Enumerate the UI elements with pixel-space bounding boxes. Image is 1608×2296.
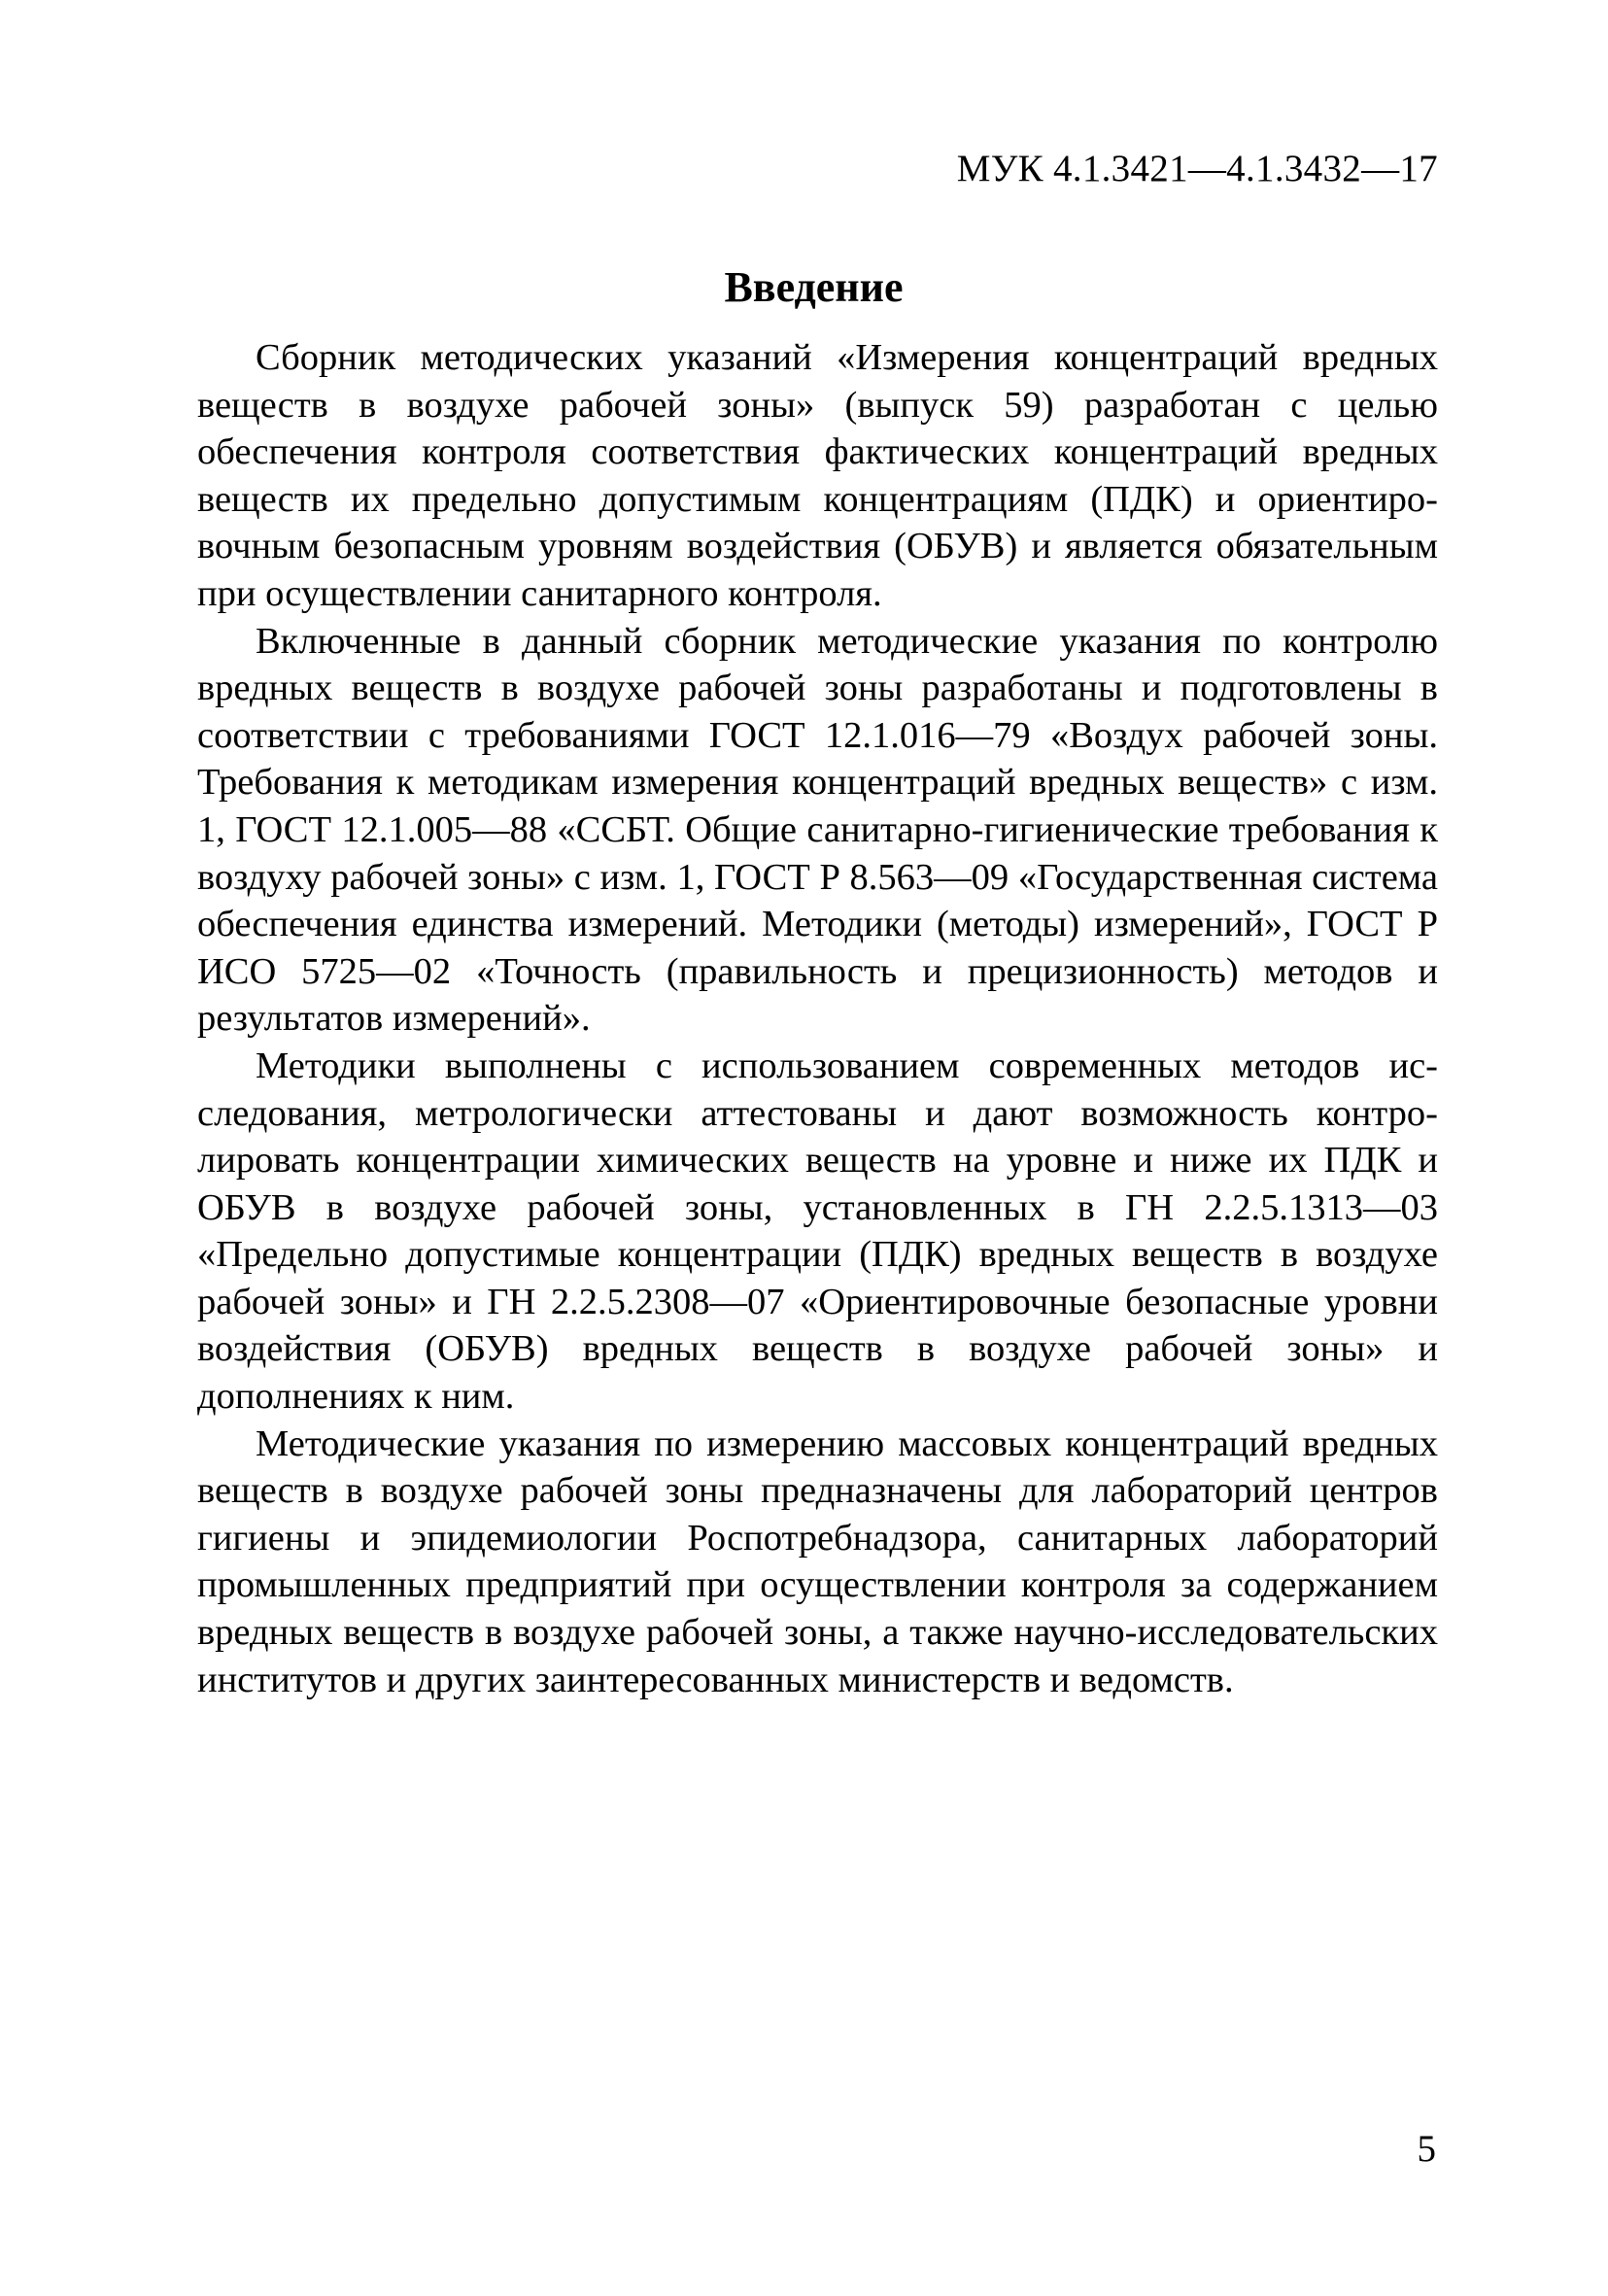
paragraph-methods: Методики выполнены с использованием современных методов исследования, метрологически аттестованы и дают возможность контролировать концентрации химических веществ на уровне и ниже их ПДК и ОБУВ в воздухе рабочей зоны, установленных в ГН 2.2.5.1313—03 «Предельно допустимые концентрации (ПДК) вредных веществ в воздухе рабочей зоны» и ГН 2.2.5.2308—07 «Ориентировочные безопасные уровни воздействия (ОБУВ) вредных веществ в воздухе рабочей зоны» и дополнениях к ним. — [197, 1045, 1438, 1418]
body-text — [197, 334, 1438, 1703]
paragraph-standards: Включенные в данный сборник методические указания по контролю вредных веществ в воздухе рабочей зоны разработаны и подготовлены в соответствии с требованиями ГОСТ 12.1.016—79 «Воздух рабочей зоны. Требования к методикам измерения концентраций вредных веществ» с изм. 1, ГОСТ 12.1.005—88 «ССБТ. Общие санитарно-гигиенические требования к воздуху рабочей зоны» с изм. 1, ГОСТ Р 8.563—09 «Государственная система обеспечения единства измерений. Методики (методы) измерений», ГОСТ Р ИСО 5725—02 «Точность (правильность и прецизионность) методов и результатов измерений». — [197, 620, 1438, 1040]
paragraph-audience: Методические указания по измерению массовых концентраций вредных веществ в воздухе рабочей зоны предназначены для лабораторий центров гигиены и эпидемиологии Роспотребнадзора, санитарных лабораторий промышленных предприятий при осуществлении контроля за содержанием вредных веществ в воздухе рабочей зоны, а также научно-исследовательских институтов и других заинтересованных министерств и ведомств. — [197, 1422, 1438, 1700]
page-number: 5 — [1417, 2128, 1436, 2170]
paragraph-purpose: Сборник методических указаний «Измерения концентраций вредных веществ в воздухе рабочей зоны» (выпуск 59) разработан с целью обеспечения контроля соответствия фактических концентраций вредных веществ их предельно допустимым концентрациям (ПДК) и ориентировочным безопасным уровням воздействия (ОБУВ) и является обязательным при осуществлении санитарного контроля. — [197, 337, 1438, 614]
section-title: Введение — [724, 263, 904, 311]
document-code: МУК 4.1.3421—4.1.3432—17 — [956, 148, 1438, 189]
